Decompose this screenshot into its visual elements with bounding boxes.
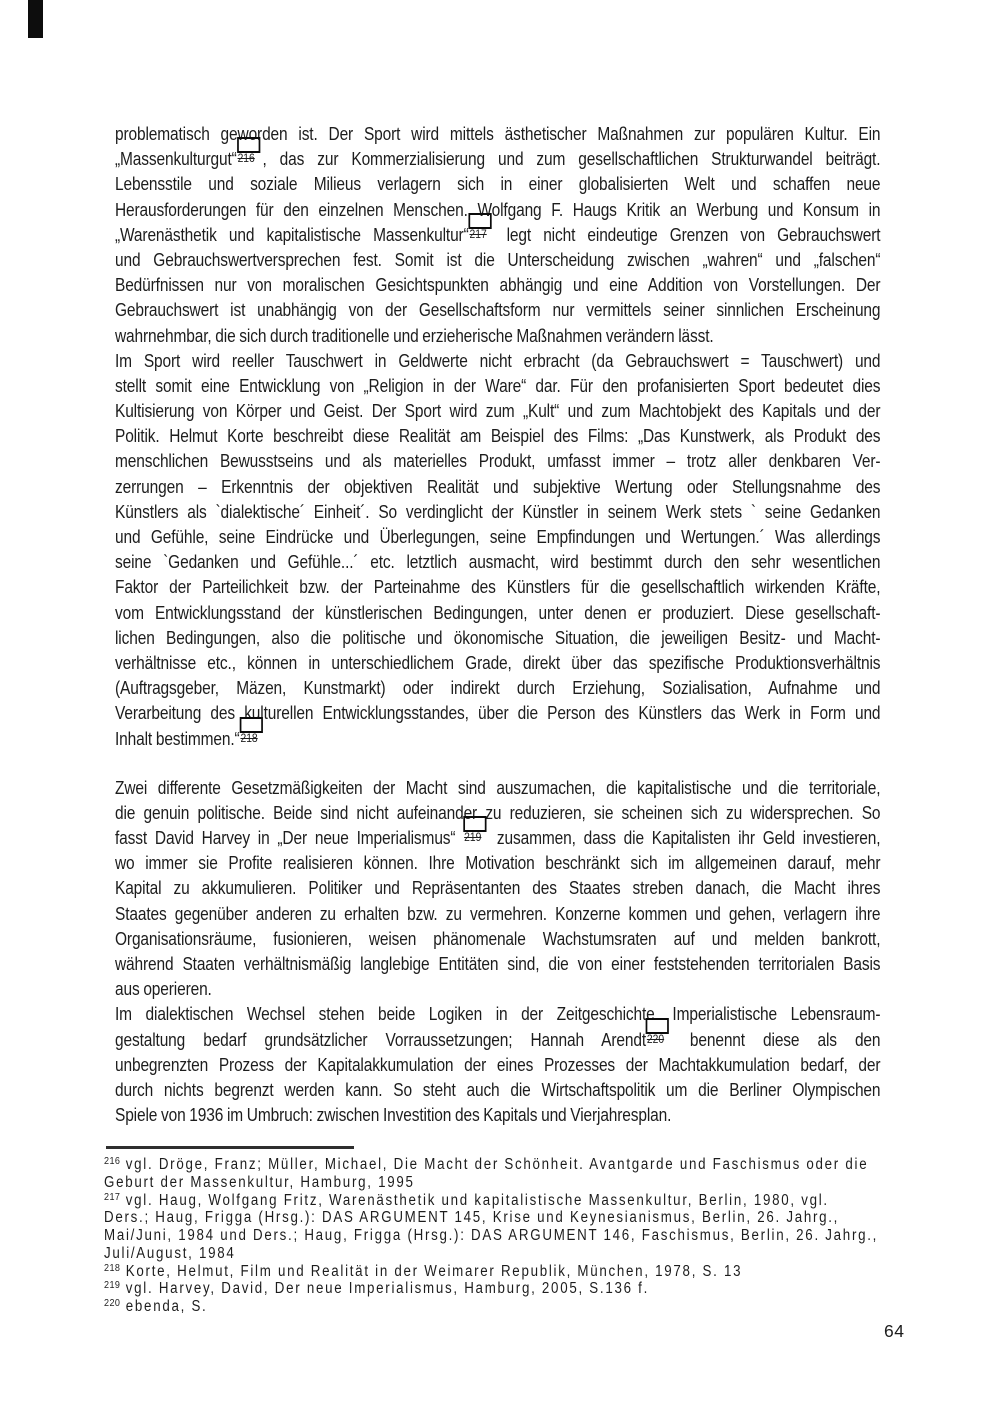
text-line: „Massenkulturgut“ 216 , das zur Kommerzialisierung und zum gesellschaftlichen Strukturwandel beiträgt. — [115, 147, 880, 172]
text-line: lichen Bedingungen, also die politische und ökonomische Situation, die jeweiligen Besitz- und Macht- — [115, 627, 881, 648]
footnote-marker-217 — [469, 227, 495, 241]
text-line: und Gebrauchswertversprechen fest. Somit ist die Unterscheidung zwischen „wahren“ und „falschen“ — [115, 249, 881, 270]
footnote-marker-number: 218 — [240, 730, 258, 745]
text-line: stellt somit eine Entwicklung von „Religion in der Ware“ dar. Für den profanisierten Sport bedeutet dies — [115, 375, 881, 396]
footnote-line: $^{217}$ vgl. Haug, Wolfgang Fritz, Warenästhetik und kapitalistische Massenkultur, Berlin, 1980, vgl. — [104, 1190, 829, 1209]
text-line: wo immer sie Profite realisieren können. Ihre Motivation beschränkt sich im allgemeinen darauf, mehr — [115, 853, 881, 874]
footnote-marker-number: 219 — [464, 830, 482, 845]
footnote-marker-number: 216 — [237, 151, 255, 166]
footnote-number: 219 — [104, 1279, 121, 1292]
text-line: Künstlers als `dialektische´ Einheit´. So verdinglicht der Künstler in seinem Werk stets ` seine Gedanken — [115, 501, 881, 522]
footnote-marker-number: 220 — [646, 1031, 665, 1046]
footnote-number: 216 — [104, 1155, 121, 1167]
text-line: zerrungen – Erkenntnis der objektiven Realität und subjektive Wertung oder Stellungsnahme des — [115, 476, 881, 497]
footnote-marker-220 — [646, 1032, 672, 1046]
footnote-line: Juli/August, 1984 — [104, 1244, 236, 1262]
text-line: problematisch geworden ist. Der Sport wird mittels ästhetischer Maßnahmen zur populären Kultur. Ein — [115, 124, 881, 144]
footnote-line: Geburt der Massenkultur, Hamburg, 1995 — [104, 1173, 415, 1191]
text-line: seine `Gedanken und Gefühle...´ etc. letztlich ausmacht, wird bestimmt durch den sehr wesentlichen — [115, 552, 881, 573]
footnote-line: Mai/Juni, 1984 und Ders.; Haug, Frigga (Hrsg.): DAS ARGUMENT 146, Faschismus, Berlin, 26. Jahrg., — [104, 1227, 879, 1244]
text-line: verhältnisse etc., können in unterschiedlichem Grade, direkt über das spezifische Produktionsverhältnis — [115, 652, 881, 673]
paragraph — [115, 776, 880, 1003]
text-line: „Warenästhetik und kapitalistische Massenkultur“ 217 legt nicht eindeutige Grenzen von Gebrauchswert — [115, 223, 880, 248]
footnote-separator — [106, 1146, 354, 1149]
footnote-line: $^{219}$ vgl. Harvey, David, Der neue Imperialismus, Hamburg, 2005, S.136 f. — [104, 1279, 650, 1298]
scan-artifact-mark — [28, 0, 43, 38]
text-line: Im dialektischen Wechsel stehen beide Logiken in der Zeitgeschichte. Imperialistische Lebensraum- — [115, 1004, 881, 1025]
footnote-number: 217 — [104, 1190, 121, 1203]
text-line: wahrnehmbar, die sich durch traditionelle und erzieherische Maßnahmen verändern lässt. — [115, 325, 714, 346]
text-line: menschlichen Bewusstseins und als materielles Produkt, umfasst immer – trotz aller denkbaren Ver- — [115, 451, 881, 472]
text-line: und Gefühle, seine Eindrücke und Überlegungen, seine Empfindungen und Wertungen.´ Was allerdings — [115, 527, 881, 547]
paragraph — [115, 122, 880, 349]
footnote-marker-218 — [240, 731, 266, 745]
text-line: fasst David Harvey in „Der neue Imperialismus“ 219 zusammen, dass die Kapitalisten ihr Geld investieren, — [115, 826, 880, 851]
text-line: Zwei differente Gesetzmäßigkeiten der Macht sind auszumachen, die kapitalistische und die territoriale, — [115, 777, 881, 798]
footnote-marker-number: 217 — [469, 226, 487, 241]
text-line: Kultisierung von Körper und Geist. Der Sport wird zum „Kult“ und zum Machtobjekt des Kapitals und der — [115, 401, 881, 422]
text-line: unbegrenzten Prozess der Kapitalakkumulation der eines Prozesses der Machtakkumulation bedarf, der — [115, 1054, 881, 1075]
text-line: Spiele von 1936 im Umbruch: zwischen Investition des Kapitals und Vierjahresplan. — [115, 1105, 672, 1126]
text-line: gestaltung bedarf grundsätzlicher Vorraussetzungen; Hannah Arendt 220 benennt diese als den — [115, 1028, 880, 1053]
text-line: Kapital zu akkumulieren. Politiker und Repräsentanten des Staates streben danach, die Macht ihres — [115, 878, 881, 899]
footnote-number: 218 — [104, 1261, 121, 1274]
page-number: 64 — [884, 1321, 905, 1341]
text-line: (Auftragsgeber, Mäzen, Kunstmarkt) oder indirekt durch Erziehung, Sozialisation, Aufnahme und — [115, 678, 881, 699]
body-text — [115, 122, 880, 1128]
text-line: Herausforderungen für den einzelnen Menschen. Wolfgang F. Haugs Kritik an Werbung und Konsum in — [115, 199, 881, 220]
text-line: vom Entwicklungsstand der künstlerischen Bedingungen, unter denen er produziert. Diese gesellschaft- — [115, 602, 881, 623]
text-line: die genuin politische. Beide sind nicht aufeinander zu reduzieren, sie scheinen sich zu widersprechen. So — [115, 802, 881, 823]
footnote-marker-219 — [463, 830, 489, 844]
paragraph — [115, 1002, 880, 1128]
text-line: Bedürfnissen nur von moralischen Gesichtspunkten abhängig und eine Addition von Vorstellungen. Der — [115, 275, 881, 296]
text-line: Im Sport wird reeller Tauschwert in Geldwerte nicht erbracht (da Gebrauchswert = Tauschwert) und — [115, 350, 881, 371]
text-line: Organisationsräume, fusionieren, weisen phänomenale Wachstumsraten auf und melden bankrott, — [115, 928, 881, 949]
footnote-marker-216 — [237, 151, 263, 165]
text-line: während Staaten verhältnismäßig langlebige Entitäten sind, die von einer feststehenden territorialen Basis — [115, 954, 881, 974]
footnote-line: Ders.; Haug, Frigga (Hrsg.): DAS ARGUMENT 145, Krise und Keynesianismus, Berlin, 26. Jahrg., — [104, 1209, 840, 1227]
footnote-line: $^{218}$ Korte, Helmut, Film und Realität in der Weimarer Republik, München, 1978, S. 13 — [104, 1261, 743, 1280]
text-line: Lebensstile und soziale Milieus verlagern sich in einer globalisierten Welt und schaffen neue — [115, 174, 881, 195]
text-line: Gebrauchswert ist unabhängig von der Gesellschaftsform nur vermittels seiner sinnlichen Erscheinung — [115, 300, 881, 321]
text-line: Staates gegenüber anderen zu erhalten bzw. zu vermehren. Konzerne kommen und gehen, verlagern ihre — [115, 903, 881, 924]
footnote-number: 220 — [104, 1297, 121, 1309]
footnotes — [104, 1156, 1000, 1316]
paragraph — [115, 349, 880, 752]
text-line: aus operieren. — [115, 979, 212, 1000]
text-line: Verarbeitung des kulturellen Entwicklungsstandes, über die Person des Künstlers das Werk in Form und — [115, 703, 881, 724]
text-line: Faktor der Parteilichkeit bzw. der Parteinahme des Künstlers für die gesellschaftlich wirkenden Kräfte, — [115, 577, 881, 598]
text-line: durch nichts begrenzt werden kann. So steht auch die Wirtschaftspolitik um die Berliner Olympischen — [115, 1079, 881, 1100]
footnote-line: $^{216}$ vgl. Dröge, Franz; Müller, Michael, Die Macht der Schönheit. Avantgarde und Faschismus oder die — [104, 1155, 869, 1173]
text-line: Inhalt bestimmen.“ 218 — [115, 727, 880, 752]
footnote-line: $^{220}$ ebenda, S. — [104, 1297, 208, 1315]
text-line: Politik. Helmut Korte beschreibt diese Realität am Beispiel des Films: „Das Kunstwerk, als Produkt des — [115, 426, 881, 447]
